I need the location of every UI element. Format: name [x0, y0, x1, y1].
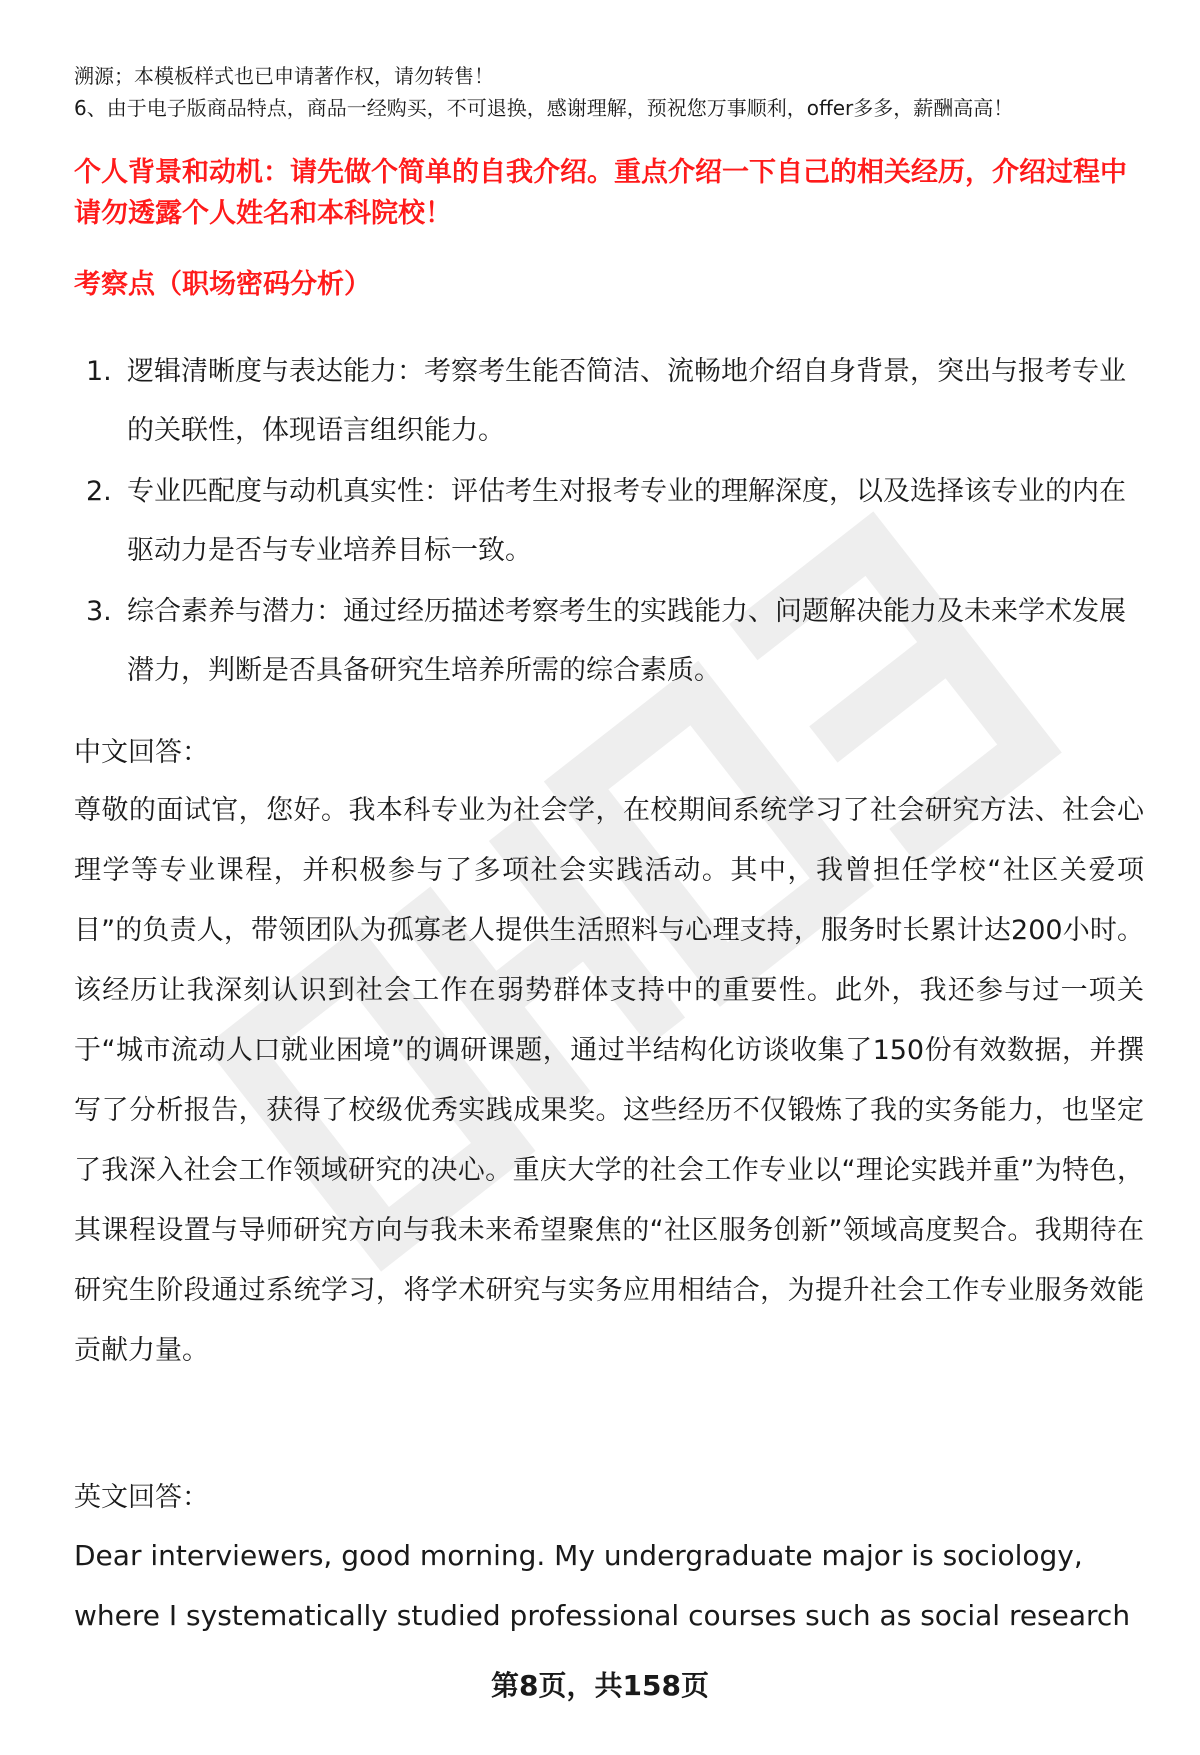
english-answer-label: 英文回答： [74, 1482, 209, 1513]
note-line: 6、由于电子版商品特点，商品一经购买，不可退换，感谢理解，预祝您万事顺利，offer多多，薪酬高高！ [74, 96, 1014, 120]
list-item [74, 342, 1144, 460]
english-answer-text: Dear interviewers, good morning. My undergraduate major is sociology, where I systematically studied professional courses such as social research [74, 1539, 1131, 1632]
list-item-text: 专业匹配度与动机真实性：评估考生对报考专业的理解深度，以及选择该专业的内在驱动力是否与专业培养目标一致。 [127, 476, 1126, 566]
evaluation-points-list [74, 342, 1144, 702]
list-item [74, 582, 1144, 700]
list-item-number: 1. [86, 356, 112, 387]
list-item-number: 2. [86, 476, 112, 507]
question-heading: 个人背景和动机：请先做个简单的自我介绍。重点介绍一下自己的相关经历，介绍过程中请勿透露个人姓名和本科院校！ [74, 157, 1127, 229]
notes-block [74, 60, 1134, 124]
note-line: 溯源；本模板样式也已申请著作权，请勿转售！ [74, 64, 494, 88]
list-item-text: 综合素养与潜力：通过经历描述考察考生的实践能力、问题解决能力及未来学术发展潜力，判断是否具备研究生培养所需的综合素质。 [127, 596, 1126, 686]
list-item [74, 462, 1144, 580]
list-item-number: 3. [86, 596, 112, 627]
chinese-answer-text: 尊敬的面试官，您好。我本科专业为社会学，在校期间系统学习了社会研究方法、社会心理学等专业课程，并积极参与了多项社会实践活动。其中，我曾担任学校“社区关爱项目”的负责人，带领团队为孤寡老人提供生活照料与心理支持，服务时长累计达200小时。该经历让我深刻认识到社会工作在弱势群体支持中的重要性。此外，我还参与过一项关于“城市流动人口就业困境”的调研课题，通过半结构化访谈收集了150份有效数据，并撰写了分析报告，获得了校级优秀实践成果奖。这些经历不仅锻炼了我的实务能力，也坚定了我深入社会工作领域研究的决心。重庆大学的社会工作专业以“理论实践并重”为特色，其课程设置与导师研究方向与我未来希望聚焦的“社区服务创新”领域高度契合。我期待在研究生阶段通过系统学习，将学术研究与实务应用相结合，为提升社会工作专业服务效能贡献力量。 [74, 795, 1144, 1366]
section-title: 考察点（职场密码分析） [74, 269, 371, 300]
page-number: 第8页，共158页 [491, 1669, 709, 1702]
list-item-text: 逻辑清晰度与表达能力：考察考生能否简洁、流畅地介绍自身背景，突出与报考专业的关联性，体现语言组织能力。 [127, 356, 1126, 446]
chinese-answer-label: 中文回答： [74, 737, 209, 768]
